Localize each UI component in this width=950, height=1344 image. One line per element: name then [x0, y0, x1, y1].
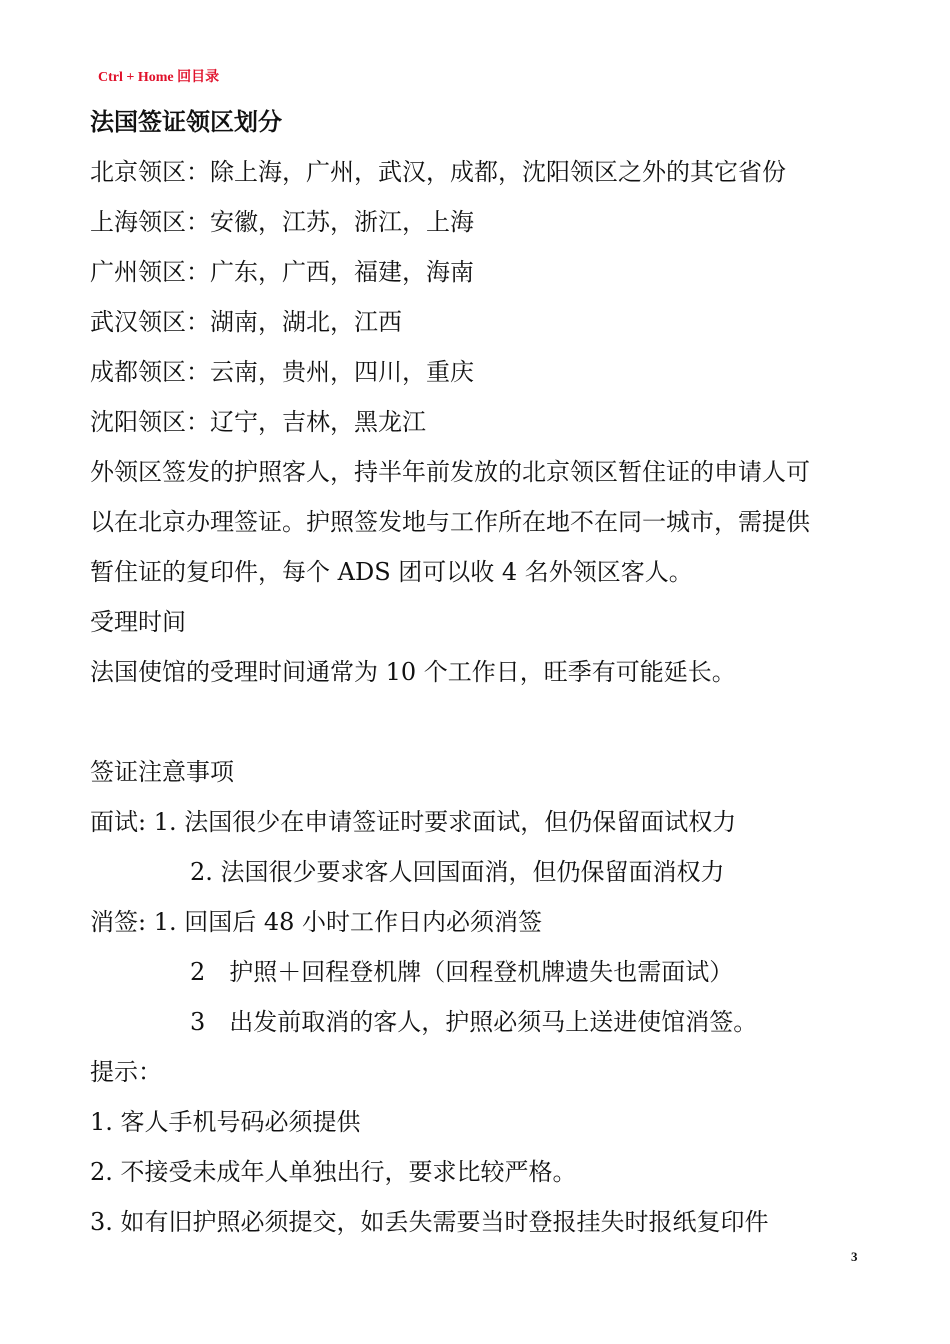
- district-line-beijing: 北京领区：除上海，广州，武汉，成都，沈阳领区之外的其它省份: [90, 158, 786, 186]
- tip-item: 2. 不接受未成年人单独出行，要求比较严格。: [90, 1158, 577, 1186]
- notes-heading: 签证注意事项: [90, 758, 234, 786]
- interview-line: 2. 法国很少要求客人回国面消，但仍保留面消权力: [190, 858, 725, 886]
- district-line-chengdu: 成都领区：云南，贵州，四川，重庆: [90, 358, 474, 386]
- tip-item: 3. 如有旧护照必须提交，如丢失需要当时登报挂失时报纸复印件: [90, 1208, 769, 1236]
- district-line-shanghai: 上海领区：安徽，江苏，浙江，上海: [90, 208, 474, 236]
- processing-time-text: 法国使馆的受理时间通常为 10 个工作日，旺季有可能延长。: [90, 658, 736, 686]
- tips-heading: 提示：: [90, 1058, 162, 1086]
- outside-district-paragraph-line: 以在北京办理签证。护照签发地与工作所在地不在同一城市，需提供: [90, 508, 810, 536]
- processing-time-heading: 受理时间: [90, 608, 186, 636]
- page-title: 法国签证领区划分: [90, 108, 282, 136]
- cancellation-line: 2 护照＋回程登机牌（回程登机牌遗失也需面试）: [190, 958, 734, 986]
- outside-district-paragraph-line: 外领区签发的护照客人，持半年前发放的北京领区暂住证的申请人可: [90, 458, 810, 486]
- tip-item: 1. 客人手机号码必须提供: [90, 1108, 361, 1136]
- back-to-toc-link[interactable]: Ctrl + Home 回目录: [98, 70, 220, 85]
- district-line-wuhan: 武汉领区：湖南，湖北，江西: [90, 308, 402, 336]
- district-line-guangzhou: 广州领区：广东，广西，福建，海南: [90, 258, 474, 286]
- interview-line: 面试: 1. 法国很少在申请签证时要求面试，但仍保留面试权力: [90, 808, 737, 836]
- cancellation-line: 消签: 1. 回国后 48 小时工作日内必须消签: [90, 908, 543, 936]
- page-number: 3: [851, 1249, 858, 1264]
- district-line-shenyang: 沈阳领区：辽宁，吉林，黑龙江: [90, 408, 426, 436]
- cancellation-line: 3 出发前取消的客人，护照必须马上送进使馆消签。: [190, 1008, 758, 1036]
- outside-district-paragraph-line: 暂住证的复印件，每个 ADS 团可以收 4 名外领区客人。: [90, 558, 693, 586]
